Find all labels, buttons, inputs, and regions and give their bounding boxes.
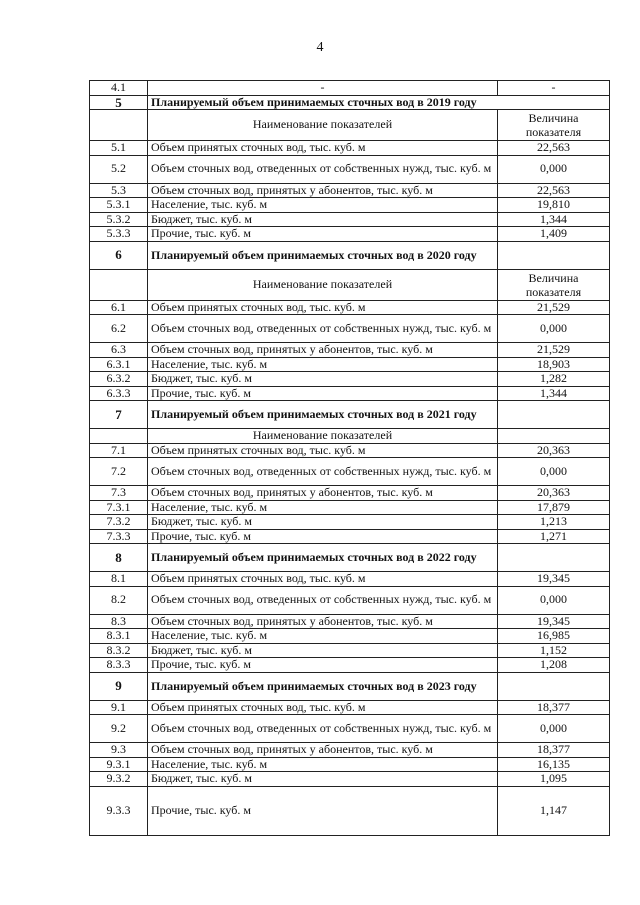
empty-cell [90, 429, 148, 444]
row-number: 6.3.1 [90, 357, 148, 372]
column-header-value: Величина показателя [498, 269, 610, 300]
table-row [90, 529, 610, 544]
row-value: 20,363 [498, 443, 610, 458]
row-name: Объем сточных вод, отведенных от собственных нужд, тыс. куб. м [148, 586, 498, 614]
section-title: Планируемый объем принимаемых сточных вод в 2022 году [148, 544, 498, 572]
row-number: 8.3.1 [90, 629, 148, 644]
table-row [90, 81, 610, 96]
table-row [90, 198, 610, 213]
section-number: 6 [90, 241, 148, 269]
column-header-name: Наименование показателей [148, 429, 498, 444]
row-name: Население, тыс. куб. м [148, 500, 498, 515]
row-name: Бюджет, тыс. куб. м [148, 643, 498, 658]
section-header-row [90, 544, 610, 572]
table-row [90, 572, 610, 587]
section-header-row [90, 95, 610, 110]
row-number: 5.3 [90, 183, 148, 198]
row-value: 1,271 [498, 529, 610, 544]
empty-cell [90, 110, 148, 141]
table-row [90, 386, 610, 401]
row-value: 18,377 [498, 743, 610, 758]
column-header-row [90, 269, 610, 300]
row-number: 6.3.2 [90, 372, 148, 387]
page-number: 4 [316, 40, 324, 55]
section-number: 8 [90, 544, 148, 572]
empty-cell [90, 269, 148, 300]
row-value: 16,135 [498, 757, 610, 772]
row-value: 0,000 [498, 458, 610, 486]
row-name: Объем сточных вод, принятых у абонентов, тыс. куб. м [148, 183, 498, 198]
row-name: Объем принятых сточных вод, тыс. куб. м [148, 572, 498, 587]
row-number: 8.3 [90, 614, 148, 629]
empty-cell [498, 544, 610, 572]
row-value: 19,345 [498, 614, 610, 629]
row-value: 16,985 [498, 629, 610, 644]
row-number: 7.2 [90, 458, 148, 486]
table-row [90, 372, 610, 387]
row-name: Прочие, тыс. куб. м [148, 386, 498, 401]
empty-cell [498, 241, 610, 269]
row-name: Объем принятых сточных вод, тыс. куб. м [148, 141, 498, 156]
table-row [90, 458, 610, 486]
indicators-table [89, 80, 610, 836]
section-title: Планируемый объем принимаемых сточных вод в 2023 году [148, 672, 498, 700]
row-value: 0,000 [498, 586, 610, 614]
row-name: Население, тыс. куб. м [148, 629, 498, 644]
row-value: - [498, 81, 610, 96]
table-row [90, 515, 610, 530]
table-row [90, 315, 610, 343]
row-number: 9.2 [90, 715, 148, 743]
row-value: 22,563 [498, 183, 610, 198]
row-number: 5.3.1 [90, 198, 148, 213]
table-row [90, 629, 610, 644]
section-number: 5 [90, 95, 148, 110]
empty-cell [498, 429, 610, 444]
section-header-row [90, 401, 610, 429]
row-value: 19,345 [498, 572, 610, 587]
row-name: Прочие, тыс. куб. м [148, 658, 498, 673]
row-number: 9.3.3 [90, 786, 148, 835]
row-name: Объем сточных вод, принятых у абонентов, тыс. куб. м [148, 486, 498, 501]
row-number: 9.3 [90, 743, 148, 758]
row-number: 8.1 [90, 572, 148, 587]
row-value: 1,344 [498, 212, 610, 227]
column-header-row [90, 110, 610, 141]
row-name: Объем сточных вод, принятых у абонентов, тыс. куб. м [148, 743, 498, 758]
row-name: - [148, 81, 498, 96]
row-name: Объем принятых сточных вод, тыс. куб. м [148, 300, 498, 315]
row-value: 18,903 [498, 357, 610, 372]
empty-cell [498, 401, 610, 429]
section-header-row [90, 241, 610, 269]
row-number: 8.3.3 [90, 658, 148, 673]
row-number: 7.3 [90, 486, 148, 501]
row-value: 19,810 [498, 198, 610, 213]
row-value: 20,363 [498, 486, 610, 501]
table-row [90, 343, 610, 358]
row-name: Прочие, тыс. куб. м [148, 786, 498, 835]
row-value: 1,147 [498, 786, 610, 835]
empty-cell [498, 672, 610, 700]
table-row [90, 212, 610, 227]
row-value: 0,000 [498, 155, 610, 183]
section-title: Планируемый объем принимаемых сточных вод в 2021 году [148, 401, 498, 429]
row-number: 4.1 [90, 81, 148, 96]
row-name: Бюджет, тыс. куб. м [148, 212, 498, 227]
table-row [90, 772, 610, 787]
section-title: Планируемый объем принимаемых сточных вод в 2019 году [148, 95, 610, 110]
table-row [90, 227, 610, 242]
row-name: Население, тыс. куб. м [148, 198, 498, 213]
row-name: Бюджет, тыс. куб. м [148, 372, 498, 387]
row-number: 7.1 [90, 443, 148, 458]
row-number: 5.3.3 [90, 227, 148, 242]
row-value: 1,213 [498, 515, 610, 530]
row-name: Прочие, тыс. куб. м [148, 227, 498, 242]
row-number: 9.3.2 [90, 772, 148, 787]
table-row [90, 300, 610, 315]
row-value: 0,000 [498, 715, 610, 743]
row-name: Население, тыс. куб. м [148, 357, 498, 372]
section-number: 9 [90, 672, 148, 700]
table-row [90, 658, 610, 673]
column-header-name: Наименование показателей [148, 110, 498, 141]
row-name: Прочие, тыс. куб. м [148, 529, 498, 544]
column-header-row [90, 429, 610, 444]
row-name: Объем сточных вод, принятых у абонентов, тыс. куб. м [148, 614, 498, 629]
row-number: 6.3.3 [90, 386, 148, 401]
section-title: Планируемый объем принимаемых сточных вод в 2020 году [148, 241, 498, 269]
row-name: Объем принятых сточных вод, тыс. куб. м [148, 443, 498, 458]
table-row [90, 486, 610, 501]
row-number: 6.2 [90, 315, 148, 343]
table-row [90, 586, 610, 614]
row-value: 0,000 [498, 315, 610, 343]
row-number: 6.3 [90, 343, 148, 358]
table-row [90, 183, 610, 198]
column-header-name: Наименование показателей [148, 269, 498, 300]
row-value: 21,529 [498, 343, 610, 358]
row-value: 1,152 [498, 643, 610, 658]
table-row [90, 141, 610, 156]
row-value: 1,208 [498, 658, 610, 673]
table-row [90, 700, 610, 715]
row-number: 5.1 [90, 141, 148, 156]
row-name: Население, тыс. куб. м [148, 757, 498, 772]
row-number: 9.1 [90, 700, 148, 715]
table-row [90, 786, 610, 835]
row-value: 1,409 [498, 227, 610, 242]
row-value: 1,095 [498, 772, 610, 787]
table-row [90, 155, 610, 183]
row-name: Бюджет, тыс. куб. м [148, 772, 498, 787]
section-header-row [90, 672, 610, 700]
row-number: 7.3.2 [90, 515, 148, 530]
row-name: Объем принятых сточных вод, тыс. куб. м [148, 700, 498, 715]
table-row [90, 443, 610, 458]
row-number: 7.3.3 [90, 529, 148, 544]
table-row [90, 357, 610, 372]
row-name: Объем сточных вод, отведенных от собственных нужд, тыс. куб. м [148, 458, 498, 486]
table-row [90, 743, 610, 758]
row-value: 1,282 [498, 372, 610, 387]
row-value: 17,879 [498, 500, 610, 515]
row-name: Объем сточных вод, отведенных от собственных нужд, тыс. куб. м [148, 155, 498, 183]
table-row [90, 614, 610, 629]
table-row [90, 757, 610, 772]
row-name: Объем сточных вод, принятых у абонентов, тыс. куб. м [148, 343, 498, 358]
row-number: 7.3.1 [90, 500, 148, 515]
table-row [90, 643, 610, 658]
row-value: 22,563 [498, 141, 610, 156]
row-value: 1,344 [498, 386, 610, 401]
row-number: 8.2 [90, 586, 148, 614]
row-value: 21,529 [498, 300, 610, 315]
column-header-value: Величина показателя [498, 110, 610, 141]
row-number: 9.3.1 [90, 757, 148, 772]
row-name: Объем сточных вод, отведенных от собственных нужд, тыс. куб. м [148, 715, 498, 743]
table-row [90, 500, 610, 515]
row-name: Бюджет, тыс. куб. м [148, 515, 498, 530]
row-number: 5.3.2 [90, 212, 148, 227]
row-number: 6.1 [90, 300, 148, 315]
row-number: 8.3.2 [90, 643, 148, 658]
row-name: Объем сточных вод, отведенных от собственных нужд, тыс. куб. м [148, 315, 498, 343]
section-number: 7 [90, 401, 148, 429]
row-number: 5.2 [90, 155, 148, 183]
row-value: 18,377 [498, 700, 610, 715]
table-row [90, 715, 610, 743]
